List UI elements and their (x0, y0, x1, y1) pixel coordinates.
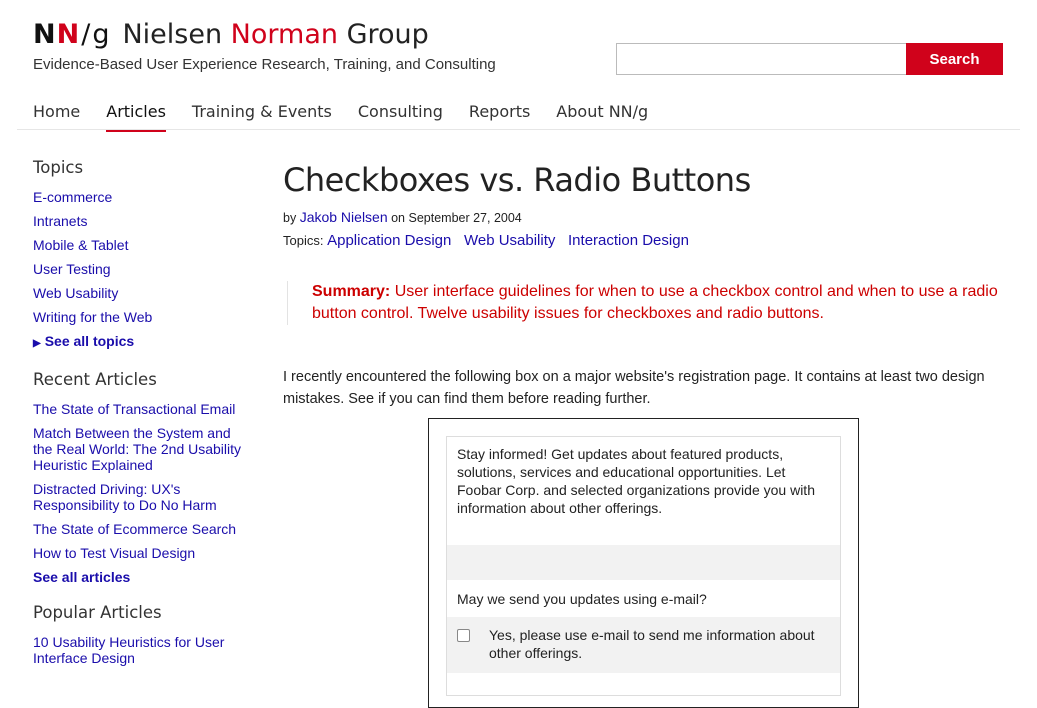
sidebar (33, 157, 253, 683)
nav-home[interactable]: Home (33, 102, 81, 121)
article-summary: Summary: User interface guidelines for when to use a checkbox control and when to use a radio button control. Twelve usability issues for checkboxes and radio buttons. (287, 281, 1003, 325)
nav-consulting[interactable]: Consulting (357, 102, 443, 121)
logo-name: Nielsen Norman Group (122, 19, 429, 50)
search-input[interactable] (616, 43, 906, 75)
byline: by Jakob Nielsen on September 27, 2004 (283, 209, 522, 225)
page-title: Checkboxes vs. Radio Buttons (283, 161, 751, 199)
see-all-topics-link[interactable]: ▶ See all topics (33, 333, 135, 349)
popular-section (33, 602, 253, 666)
recent-section (33, 369, 253, 585)
nav-about[interactable]: About NN/g (556, 102, 649, 121)
nng-logo[interactable] (33, 18, 429, 51)
example-option-label: Yes, please use e-mail to send me information about other offerings. (489, 627, 815, 661)
main-nav (33, 101, 674, 132)
recent-article-link[interactable]: Match Between the System and the Real World: The 2nd Usability Heuristic Explained (33, 425, 242, 473)
topic-link[interactable]: E-commerce (33, 189, 113, 205)
article (283, 158, 1003, 325)
article-topics: Topics: Application Design Web Usability Interaction Design (283, 232, 689, 249)
nav-articles[interactable]: Articles (106, 101, 166, 132)
recent-article-link[interactable]: Distracted Driving: UX's Responsibility to Do No Harm (33, 481, 217, 513)
recent-article-link[interactable]: How to Test Visual Design (33, 545, 196, 561)
example-checkbox[interactable] (457, 629, 470, 642)
nav-reports[interactable]: Reports (468, 102, 531, 121)
recent-article-link[interactable]: The State of Transactional Email (33, 401, 236, 417)
popular-article-link[interactable]: 10 Usability Heuristics for User Interface Design (33, 634, 225, 666)
logo-mark: NN/g (33, 19, 111, 50)
nav-training-events[interactable]: Training & Events (191, 102, 332, 121)
article-intro: I recently encountered the following box on a major website's registration page. It contains at least two design mistakes. See if you can find them before reading further. (283, 369, 985, 407)
tagline: Evidence-Based User Experience Research, Training, and Consulting (33, 56, 496, 73)
topics-heading: Topics (33, 158, 84, 177)
nav-divider (17, 129, 1020, 130)
article-topic-link[interactable]: Interaction Design (568, 232, 689, 249)
example-question: May we send you updates using e-mail? (457, 591, 707, 607)
popular-heading: Popular Articles (33, 603, 162, 622)
topic-link[interactable]: User Testing (33, 261, 111, 277)
topic-link[interactable]: Mobile & Tablet (33, 237, 129, 253)
article-topic-link[interactable]: Application Design (327, 232, 452, 249)
recent-heading: Recent Articles (33, 370, 157, 389)
example-paragraph: Stay informed! Get updates about featured products, solutions, services and educational opportunities. Let Foobar Corp. and selected organizations provide you with information about other offerings. (457, 446, 815, 516)
recent-article-link[interactable]: The State of Ecommerce Search (33, 521, 237, 537)
article-topic-link[interactable]: Web Usability (463, 232, 556, 249)
topic-link[interactable]: Intranets (33, 213, 88, 229)
see-all-articles-link[interactable]: See all articles (33, 569, 131, 585)
example-gray-band (447, 545, 840, 580)
publish-date: on September 27, 2004 (391, 211, 522, 225)
example-figure (428, 418, 859, 708)
caret-right-icon: ▶ (33, 338, 41, 349)
topic-link[interactable]: Writing for the Web (33, 309, 153, 325)
topic-link[interactable]: Web Usability (33, 285, 119, 301)
topics-section (33, 157, 253, 352)
search-button[interactable]: Search (906, 43, 1003, 75)
example-form (446, 436, 841, 696)
author-link[interactable]: Jakob Nielsen (299, 209, 388, 225)
